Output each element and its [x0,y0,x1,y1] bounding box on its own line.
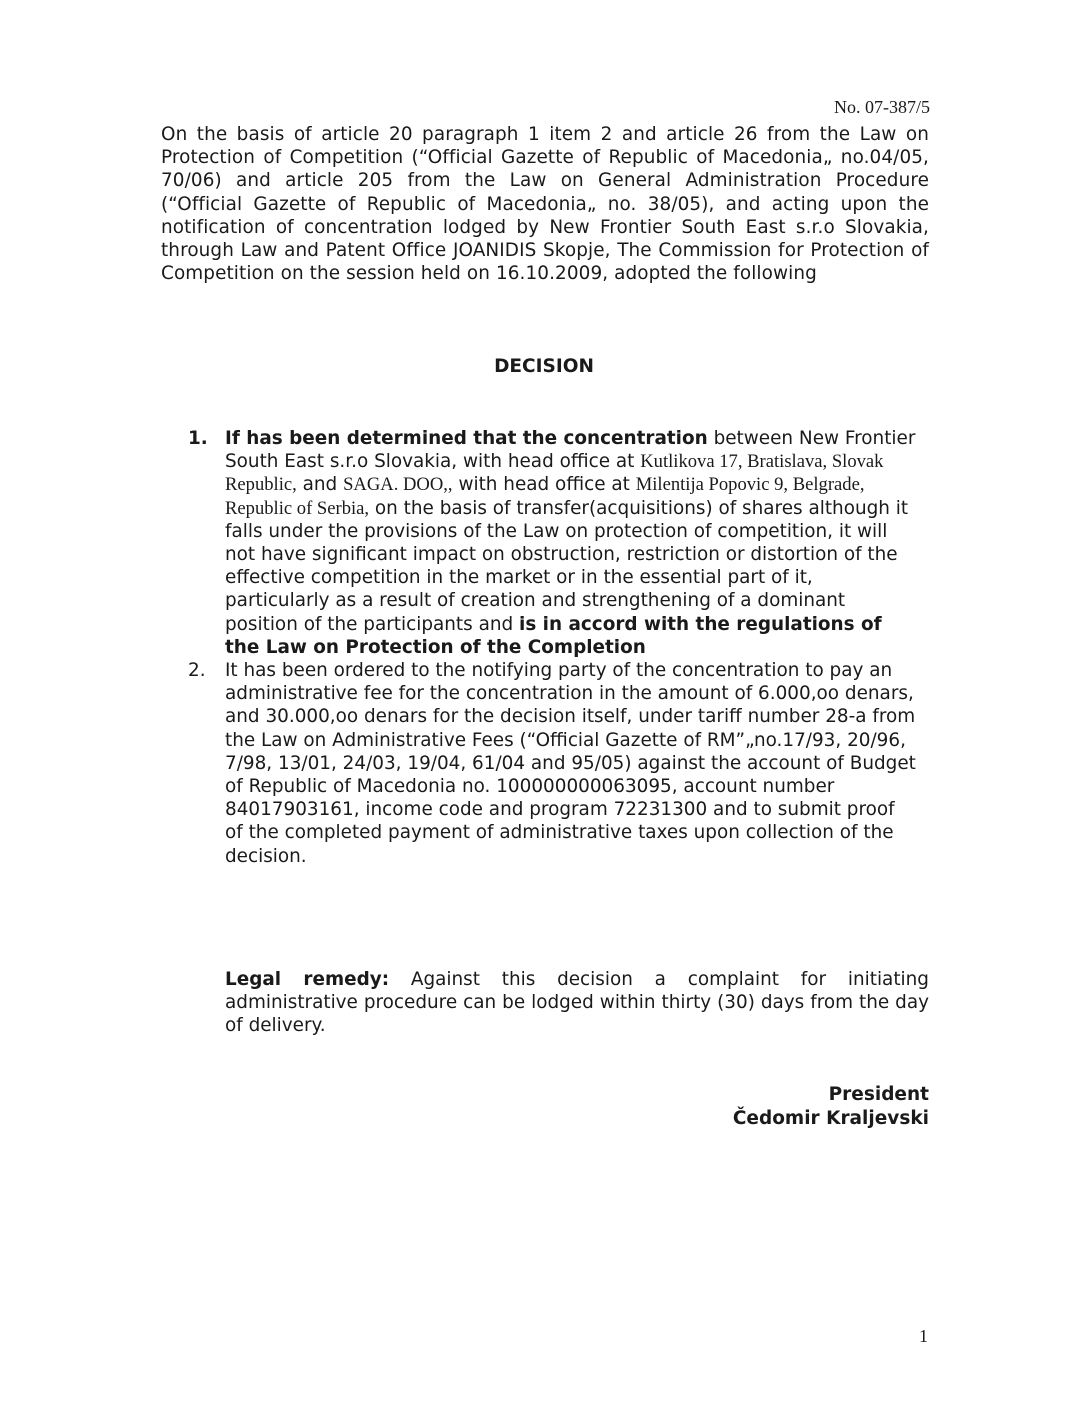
item-text: with head office at [452,474,636,496]
item-address-2: Milentija Popovic 9, Belgrade, Republic of Serbia, [225,474,865,519]
page-number: 1 [919,1326,928,1346]
legal-remedy-text: Against this decision a complaint for initiating administrative procedure can be lodged within thirty (30) days from the day of delivery. [225,969,929,1037]
item-text: on the basis of transfer(acquisitions) of shares although it falls under the provisions of the Law on protection of competition, it will not have significant impact on obstruction, restriction or distortion of the effective competition in the market or in the essential part of it, particularly as a result of creation and strengthening of a dominant position of the participants and [225,497,909,635]
legal-remedy-label: Legal remedy: [225,969,390,990]
intro-paragraph: On the basis of article 20 paragraph 1 item 2 and article 26 from the Law on Protection of Competition (“Official Gazette of Republic of Macedonia„ no.04/05, 70/06) and article 205 from the Law on General Administration Procedure (“Official Gazette of Republic of Macedonia„ no. 38/05), and acting upon the notification of concentration lodged by New Frontier South East s.r.o Slovakia, through Law and Patent Office JOANIDIS Skopje, The Commission for Protection of Competition on the session held on 16.10.2009, adopted the following [161,124,929,285]
decision-item-2 [188,659,918,868]
item-company-name: SAGA. DOO,, [343,474,453,496]
item-body [225,427,918,659]
item-number: 2. [188,660,206,682]
decision-items [188,427,918,868]
signature-name: Čedomir Kraljevski [732,1108,929,1129]
item-lead-bold: If has been determined that the concentration [225,428,708,449]
item-number: 1. [188,428,208,449]
decision-item-1 [188,427,918,659]
item-text: between New Frontier South East s.r.o Slovakia, with head office at [225,428,916,473]
item-body: It has been ordered to the notifying party of the concentration to pay an administrative fee for the concentration in the amount of 6.000,oo denars, and 30.000,oo denars for the decision itself, under tariff number 28-a from the Law on Administrative Fees (“Official Gazette of RM”„no.17/93, 20/96, 7/98, 13/01, 24/03, 19/04, 61/04 and 95/05) against the account of Budget of Republic of Macedonia no. 100000000063095, account number 84017903161, income code and program 72231300 and to submit proof of the completed payment of administrative taxes upon collection of the decision. [225,660,916,867]
item-tail-bold: is in accord with the regulations of the Law on Protection of the Completion [225,613,882,658]
item-text: and [296,474,344,496]
signature-block [733,1083,929,1131]
legal-remedy-paragraph [225,968,929,1038]
decision-heading: DECISION [494,356,594,377]
document-number: No. 07-387/5 [834,97,930,117]
signature-title: President [828,1084,929,1105]
item-address-1: Kutlikova 17, Bratislava, Slovak Republic, [225,451,884,496]
